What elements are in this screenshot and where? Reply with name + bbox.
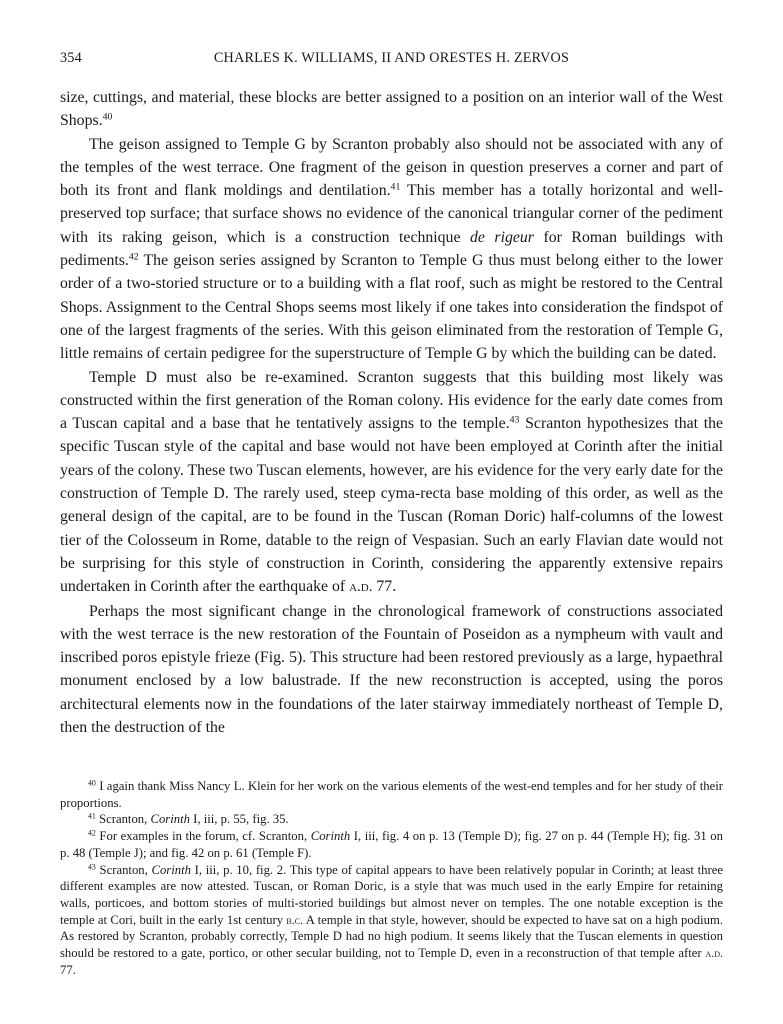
footnote-number-41: 41 [88, 812, 96, 822]
footnote-43 [60, 862, 723, 979]
footnote-40-text: I again thank Miss Nancy L. Klein for her work on the various elements of the west-end temples and for her study of their proportions. [60, 779, 723, 810]
footnote-number-42: 42 [88, 828, 96, 838]
footnote-43-era-1: b.c. [286, 912, 304, 927]
footnote-43-text-a: Scranton, [95, 862, 152, 877]
footnote-40 [60, 778, 723, 811]
page-number: 354 [60, 50, 82, 66]
footnote-ref-41[interactable]: 41 [390, 181, 401, 193]
footnote-ref-40[interactable]: 40 [102, 111, 113, 123]
footnote-42-text-a: For examples in the forum, cf. Scranton, [95, 829, 311, 844]
footnote-41 [60, 811, 723, 828]
paragraph-4 [60, 600, 723, 740]
paragraph-2-text-c: for Roman buildings with pediments. [60, 228, 723, 270]
footnotes [60, 778, 723, 978]
paragraph-2-text-b: This member has a totally horizontal and well-preserved top surface; that surface shows no evidence of the canonical triangular corner of the pediment with its raking geison, which is a construction technique [60, 182, 723, 246]
paragraph-3-text-b: Scranton hypothesizes that the specific Tuscan style of the capital and base would not have been employed at Corinth after the initial years of the colony. These two Tuscan elements, however, are his evidence for the very early date for the construction of Temple D. The rarely used, steep cyma-recta base molding of this order, as well as the general design of the capital, are to be found in the Tuscan (Roman Doric) half-columns of the lowest tier of the Colosseum in Rome, datable to the reign of Vespasian. Such an early Flavian date would not be surprising for this style of construction in Corinth, considering the apparently extensive repairs undertaken in Corinth after the earthquake of [60, 415, 723, 596]
footnote-ref-43[interactable]: 43 [509, 414, 520, 426]
footnote-42-italic: Corinth [310, 829, 351, 844]
footnote-41-italic: Corinth [150, 812, 190, 827]
body-text [60, 86, 723, 739]
paragraph-2 [60, 133, 723, 366]
footnote-43-era-2: a.d. [705, 946, 723, 961]
footnote-number-43: 43 [88, 862, 96, 872]
footnote-43-text-d: 77. [60, 962, 76, 977]
running-head: CHARLES K. WILLIAMS, II AND ORESTES H. ZERVOS [213, 50, 570, 66]
footnote-43-text-b: I, iii, p. 10, fig. 2. This type of capital appears to have been relatively popular in Corinth; at least three different examples are now attested. Tuscan, or Roman Doric, is a style that was much used in the early Empire for retaining walls, porticoes, and bottom stories of multi-storied buildings but almost never on temples. The one notable exception is the temple at Cori, built in the early 1st century [60, 862, 723, 927]
paragraph-4-text: Perhaps the most significant change in the chronological framework of constructions associated with the west terrace is the new restoration of the Fountain of Poseidon as a nympheum with vault and inscribed poros epistyle frieze (Fig. 5). This structure had been restored previously as a large, hypaethral monument enclosed by a low balustrade. If the new reconstruction is accepted, using the poros architectural elements now in the foundations of the later stairway immediately northeast of Temple D, then the destruction of the [60, 602, 723, 737]
footnote-42-text-b: I, iii, fig. 4 on p. 13 (Temple D); fig. 27 on p. 44 (Temple H); fig. 31 on p. 48 (Temple J); and fig. 42 on p. 61 (Temple F). [60, 829, 723, 860]
paragraph-1-text: size, cuttings, and material, these blocks are better assigned to a position on an interior wall of the West Shops. [60, 89, 723, 130]
paragraph-3 [60, 366, 723, 600]
paragraph-3-text-c: 77. [372, 578, 397, 596]
footnote-41-text-b: I, iii, p. 55, fig. 35. [189, 812, 289, 827]
footnote-42 [60, 828, 723, 861]
footnote-41-text-a: Scranton, [95, 812, 151, 827]
paragraph-2-italic: de rigeur [469, 228, 534, 246]
era-abbrev: a.d. [349, 579, 373, 596]
paragraph-1 [60, 86, 723, 133]
footnote-number-40: 40 [88, 778, 96, 788]
footnote-43-text-c: A temple in that style, however, should be expected to have sat on a high podium. As restored by Scranton, probably correctly, Temple D had no high podium. It seems likely that the Tuscan elements in question should be restored to a gate, portico, or other secular building, not to Temple D, even in a reconstruction of that temple after [60, 912, 723, 961]
footnote-ref-42[interactable]: 42 [128, 251, 139, 263]
paragraph-2-text-a: The geison assigned to Temple G by Scranton probably also should not be associated with any of the temples of the west terrace. One fragment of the geison in question preserves a corner and part of both its front and flank moldings and dentilation. [60, 135, 723, 200]
paragraph-3-text-a: Temple D must also be re-examined. Scranton suggests that this building most likely was constructed within the first generation of the Roman colony. His evidence for the early date comes from a Tuscan capital and a base that he tentatively assigns to the temple. [60, 368, 723, 433]
paragraph-2-text-d: The geison series assigned by Scranton to Temple G thus must belong either to the lower order of a two-storied structure or to a building with a flat roof, such as might be restored to the Central Shops. Assignment to the Central Shops seems most likely if one takes into consideration the findspot of one of the largest fragments of the series. With this geison eliminated from the restoration of Temple G, little remains of certain pedigree for the superstructure of Temple G by which the building can be dated. [60, 252, 723, 363]
footnote-43-italic: Corinth [151, 862, 191, 877]
page-header [60, 50, 723, 70]
